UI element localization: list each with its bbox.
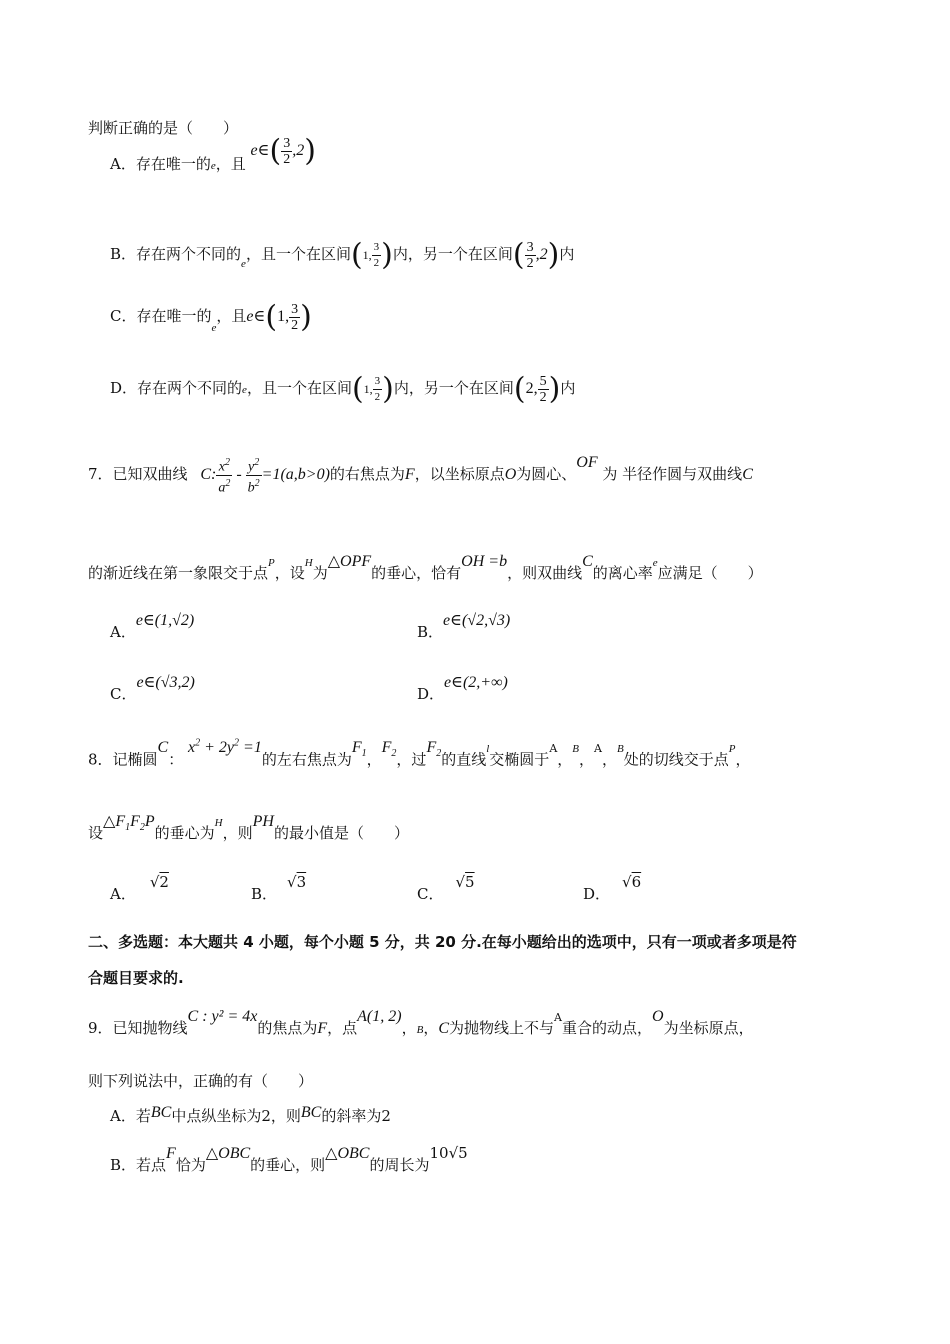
q6-b-interval1: (1, $\frac{3}{2}$ ): [350, 237, 393, 273]
q8-option-d: D．√6: [583, 873, 642, 903]
q6-option-b: B．存在两个不同的$_e$，且一个在区间(1, $\frac{3}{2}$ )内，另一个在区间( $\frac{3}{2}$ ,2)内: [110, 237, 575, 273]
q7-option-c: C．e∈(√3,2): [110, 674, 195, 703]
q7-hyperbola-eq: C: $\frac{x^2}{a^2}$ - $\frac{y^2}{b^2}$ =1(a,b>0): [200, 457, 330, 496]
q8-stem: 8．记椭圆C： $x^2 + 2y^2 =1$的左右焦点为$F_1$，$F_2$，过$F_2$的直线$^l$交椭圆于$^A$，$^B$，$^A$，$^B$处的切线交于点$^P$，: [88, 738, 751, 769]
section2-heading-line2: 合题目要求的.: [88, 969, 184, 987]
q7-stem-line2: 的渐近线在第一象限交于点$^P$，设$^H$为△OPF的垂心，恰有OH =b，则双曲线C的离心率$^e$应满足（ ）: [88, 553, 763, 582]
q9-stem-line2: 则下列说法中，正确的有（ ）: [88, 1072, 314, 1090]
q8-option-c: C．√5: [417, 873, 475, 903]
q9-option-b: B．若点F恰为△OBC的垂心，则△OBC的周长为10√5: [110, 1144, 468, 1174]
q6-option-d: D．存在两个不同的e，且一个在区间(1, $\frac{3}{2}$ )内，另一个在区间(2, $\frac{5}{2}$ )内: [110, 371, 576, 407]
q6-option-a: A．存在唯一的e，且 e∈( $\frac{3}{2}$ ,2): [110, 133, 316, 174]
q8-option-a: A．√2: [110, 873, 169, 903]
q6-c-math: e∈(1, $\frac{3}{2}$ ): [246, 299, 312, 335]
q6-stem-end: 判断正确的是（ ）: [88, 119, 239, 137]
q9-option-a: A．若BC中点纵坐标为2，则BC的斜率为2: [110, 1104, 391, 1125]
q7-option-d: D．e∈(2,+∞): [417, 674, 508, 703]
q8-stem-line2: 设$\triangle F_1F_2P$的垂心为$^H$，则PH的最小值是（ ）: [88, 813, 409, 842]
q6-b-interval2: ( $\frac{3}{2}$ ,2): [512, 237, 560, 273]
q7-option-a: A．e∈(1,√2): [110, 612, 195, 641]
q9-stem: 9．已知抛物线C : y² = 4x的焦点为F，点A(1, 2)，B，C为抛物线上不与$^A$重合的动点，O为坐标原点，: [88, 1008, 754, 1037]
q6-d-interval1: (1, $\frac{3}{2}$ ): [351, 371, 394, 407]
q6-d-interval2: (2, $\frac{5}{2}$ ): [513, 371, 561, 407]
q8-option-b: B．√3: [251, 873, 307, 903]
q7-stem: 7．已知双曲线 C: $\frac{x^2}{a^2}$ - $\frac{y^2}{b^2}$ =1(a,b>0)的右焦点为F，以坐标原点O为圆心、OF 为 半径作圆与双曲线C: [88, 453, 753, 496]
section2-heading: 二、多选题：本大题共 4 小题，每个小题 5 分，共 20 分.在每小题给出的选项中，只有一项或者多项是符: [88, 933, 797, 951]
q6-option-c: C．存在唯一的$_e$，且e∈(1, $\frac{3}{2}$ ): [110, 299, 312, 335]
q7-option-b: B．e∈(√2,√3): [417, 612, 511, 641]
q6-a-math: e∈( $\frac{3}{2}$ ,2): [250, 133, 316, 169]
q8-ellipse-eq: $x^2 + 2y^2 =1$: [188, 738, 262, 757]
